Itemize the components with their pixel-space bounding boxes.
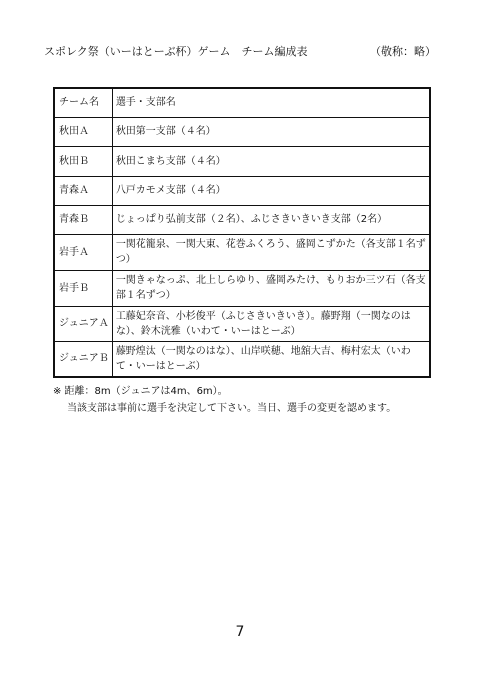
team-roster-table [53, 87, 431, 378]
team-name-cell: 岩手Ｂ [54, 270, 112, 306]
player-selection-note: 当該支部は事前に選手を決定して下さい。当日、選手の変更を認めます。 [67, 403, 397, 414]
members-cell: 藤野煌汰（一関なのはな）、山岸咲穂、地舘大吉、梅村宏太（いわて・いーはとーぶ） [112, 341, 430, 377]
notes [53, 383, 396, 417]
team-name-cell: 秋田Ａ [54, 117, 112, 146]
table-row [54, 146, 430, 176]
table-header-row [54, 88, 430, 117]
column-header-team: チーム名 [54, 88, 112, 117]
honorific-note: （敬称：略） [370, 45, 436, 58]
distance-note: ※ 距離：8m（ジュニアは4m、6m）。 [53, 386, 228, 397]
members-cell: 工藤妃奈音、小杉俊平（ふじさきいきいき）。藤野翔（一関なのはな）、鈴木洸雅（いわて・いーはとーぶ） [112, 306, 430, 341]
team-name-cell: 岩手Ａ [54, 234, 112, 270]
table-row [54, 306, 430, 341]
page-number: 7 [235, 624, 245, 640]
table-row [54, 176, 430, 205]
members-cell: 八戸カモメ支部（４名） [112, 176, 430, 205]
members-cell: 秋田こまち支部（４名） [112, 146, 430, 176]
members-cell: じょっぱり弘前支部（２名）、ふじさきいきいき支部（2名） [112, 205, 430, 234]
page-title: スポレク祭（いーはとーぶ杯）ゲーム チーム編成表 [44, 45, 308, 58]
team-name-cell: 青森Ａ [54, 176, 112, 205]
team-name-cell: ジュニアＢ [54, 341, 112, 377]
team-name-cell: 青森Ｂ [54, 205, 112, 234]
table-row [54, 117, 430, 146]
column-header-members: 選手・支部名 [112, 88, 430, 117]
members-cell: 秋田第一支部（４名） [112, 117, 430, 146]
team-name-cell: ジュニアＡ [54, 306, 112, 341]
members-cell: 一関花籠泉、一関大東、花巻ふくろう、盛岡こずかた（各支部１名ずつ） [112, 234, 430, 270]
team-name-cell: 秋田Ｂ [54, 146, 112, 176]
table-row [54, 270, 430, 306]
table-row [54, 234, 430, 270]
table-row [54, 341, 430, 377]
table-row [54, 205, 430, 234]
members-cell: 一関きゃなっぷ、北上しらゆり、盛岡みたけ、もりおか三ツ石（各支部１名ずつ） [112, 270, 430, 306]
header [44, 43, 436, 61]
